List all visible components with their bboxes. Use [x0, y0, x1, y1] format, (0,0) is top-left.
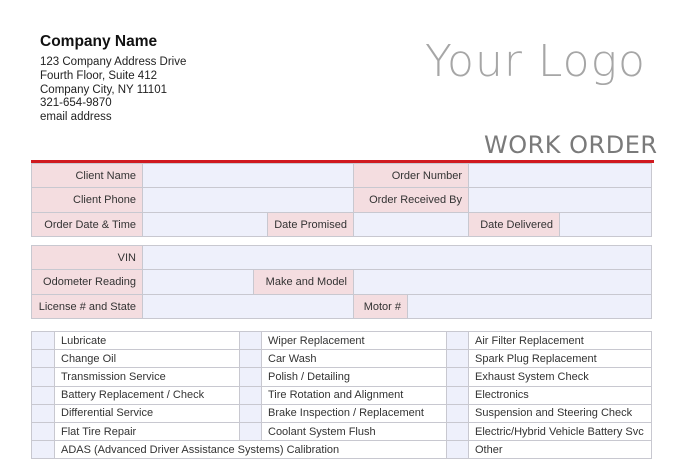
- document-title: WORK ORDER: [484, 131, 658, 159]
- service-checkbox[interactable]: [446, 404, 469, 423]
- service-checkbox[interactable]: [31, 404, 55, 423]
- service-checkbox[interactable]: [31, 386, 55, 405]
- service-label: Transmission Service: [54, 367, 240, 386]
- service-label: Exhaust System Check: [468, 367, 652, 386]
- company-email: email address: [40, 111, 112, 124]
- order-received-by-field[interactable]: [468, 187, 652, 213]
- make-model-field[interactable]: [353, 269, 652, 295]
- service-checkbox[interactable]: [446, 367, 469, 386]
- odometer-label: Odometer Reading: [31, 269, 143, 295]
- order-number-label: Order Number: [353, 163, 469, 188]
- date-promised-field[interactable]: [353, 212, 469, 237]
- service-checkbox[interactable]: [239, 349, 262, 368]
- company-name: Company Name: [40, 33, 158, 50]
- service-checkbox[interactable]: [239, 404, 262, 423]
- date-promised-label: Date Promised: [267, 212, 354, 237]
- license-state-label: License # and State: [31, 294, 143, 319]
- client-name-field[interactable]: [142, 163, 354, 188]
- service-checkbox[interactable]: [446, 331, 469, 350]
- service-label: Battery Replacement / Check: [54, 386, 240, 405]
- odometer-field[interactable]: [142, 269, 254, 295]
- vin-field[interactable]: [142, 245, 652, 270]
- company-phone: 321-654-9870: [40, 97, 112, 110]
- service-checkbox[interactable]: [31, 349, 55, 368]
- date-delivered-label: Date Delivered: [468, 212, 560, 237]
- other-label: Other: [468, 440, 652, 459]
- order-date-time-field[interactable]: [142, 212, 268, 237]
- address-line-1: 123 Company Address Drive: [40, 56, 187, 68]
- service-label: Change Oil: [54, 349, 240, 368]
- company-block: [40, 33, 186, 125]
- client-phone-label: Client Phone: [31, 187, 143, 213]
- order-received-by-label: Order Received By: [353, 187, 469, 213]
- service-checkbox[interactable]: [239, 386, 262, 405]
- service-label: Air Filter Replacement: [468, 331, 652, 350]
- other-checkbox[interactable]: [446, 440, 469, 459]
- service-label: Brake Inspection / Replacement: [261, 404, 447, 423]
- service-checkbox[interactable]: [239, 331, 262, 350]
- address-line-3: Company City, NY 11101: [40, 83, 167, 96]
- service-label: Electronics: [468, 386, 652, 405]
- service-label: Flat Tire Repair: [54, 422, 240, 441]
- service-checkbox[interactable]: [31, 422, 55, 441]
- service-label: Lubricate: [54, 331, 240, 350]
- service-label: Wiper Replacement: [261, 331, 447, 350]
- client-phone-field[interactable]: [142, 187, 354, 213]
- motor-label: Motor #: [353, 294, 408, 319]
- service-checkbox[interactable]: [31, 367, 55, 386]
- service-checkbox[interactable]: [31, 331, 55, 350]
- service-label: Differential Service: [54, 404, 240, 423]
- service-label: Coolant System Flush: [261, 422, 447, 441]
- service-label: Spark Plug Replacement: [468, 349, 652, 368]
- motor-field[interactable]: [407, 294, 652, 319]
- service-checkbox[interactable]: [446, 349, 469, 368]
- service-label: Tire Rotation and Alignment: [261, 386, 447, 405]
- client-name-label: Client Name: [31, 163, 143, 188]
- make-model-label: Make and Model: [253, 269, 354, 295]
- vin-label: VIN: [31, 245, 143, 270]
- logo-placeholder: Your Logo: [425, 36, 646, 87]
- service-label: Polish / Detailing: [261, 367, 447, 386]
- order-date-time-label: Order Date & Time: [31, 212, 143, 237]
- service-label: Electric/Hybrid Vehicle Battery Svc: [468, 422, 652, 441]
- adas-checkbox[interactable]: [31, 440, 55, 459]
- adas-label: ADAS (Advanced Driver Assistance Systems) Calibration: [54, 440, 447, 459]
- license-state-field[interactable]: [142, 294, 354, 319]
- service-label: Car Wash: [261, 349, 447, 368]
- service-checkbox[interactable]: [446, 422, 469, 441]
- address-line-2: Fourth Floor, Suite 412: [40, 69, 157, 82]
- service-checkbox[interactable]: [239, 367, 262, 386]
- service-checkbox[interactable]: [239, 422, 262, 441]
- service-label: Suspension and Steering Check: [468, 404, 652, 423]
- order-number-field[interactable]: [468, 163, 652, 188]
- date-delivered-field[interactable]: [559, 212, 652, 237]
- service-checkbox[interactable]: [446, 386, 469, 405]
